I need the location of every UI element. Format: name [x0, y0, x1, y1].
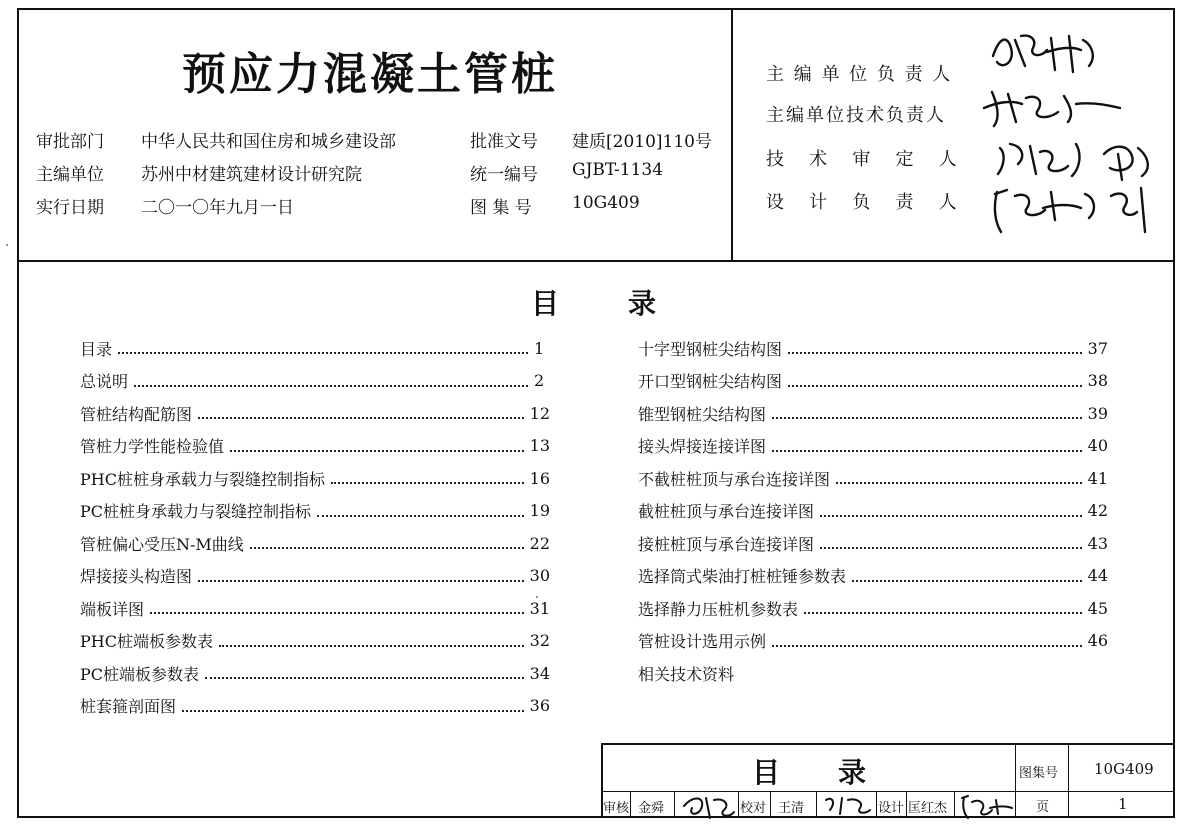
titleblock-col-line-2: [1068, 743, 1069, 818]
toc-leader-dots: [250, 547, 524, 549]
toc-entry-page: 46: [1087, 631, 1108, 650]
toc-entry-label: 接桩桩顶与承台连接详图: [638, 534, 815, 554]
tb-sep: [674, 791, 675, 818]
toc-entry: [638, 402, 1108, 424]
toc-entry: [80, 565, 550, 587]
toc-leader-dots: [836, 482, 1082, 484]
toc-entry-page: 38: [1087, 371, 1108, 390]
approval-number-label: 批准文号: [470, 132, 538, 152]
toc-entry-page: 40: [1087, 436, 1108, 455]
chief-editor-value: 苏州中材建筑建材设计研究院: [141, 165, 362, 185]
toc-entry-label: 端板详图: [80, 599, 145, 619]
toc-heading-right: 录: [628, 287, 657, 320]
toc-entry-label: 截桩桩顶与承台连接详图: [638, 502, 815, 521]
toc-entry-page: 32: [529, 631, 550, 650]
toc-leader-dots: [205, 677, 524, 679]
toc-entry-label: 十字型钢桩尖结构图: [638, 339, 783, 359]
toc-entry-label: 锥型钢桩尖结构图: [638, 404, 767, 424]
toc-leader-dots: [772, 645, 1082, 647]
toc-entry: [80, 630, 550, 652]
toc-entry-label: 开口型钢桩尖结构图: [638, 372, 783, 391]
toc-entry-page: 1: [534, 338, 545, 358]
toc-leader-dots: [852, 580, 1082, 582]
toc-entry-label: 管桩偏心受压N-M曲线: [80, 534, 244, 554]
review-signature: [680, 790, 736, 820]
toc-entry: [80, 662, 550, 684]
toc-leader-dots: [772, 417, 1082, 419]
toc-entry-label: 管桩设计选用示例: [638, 632, 767, 651]
toc-entry-page: 42: [1087, 501, 1108, 520]
toc-entry-page: 36: [529, 696, 550, 715]
approval-number-value: 建质[2010]110号: [572, 132, 712, 152]
toc-leader-dots: [820, 515, 1082, 517]
toc-entry-label: 相关技术资料: [638, 664, 735, 684]
toc-leader-dots: [788, 385, 1082, 387]
toc-entry: [80, 695, 550, 717]
toc-entry: [80, 370, 550, 392]
toc-entry-page: 16: [529, 468, 550, 488]
page-cell-value: 1: [1118, 795, 1128, 813]
toc-leader-dots: [820, 547, 1082, 549]
atlas-title: 预应力混凝土管桩: [182, 49, 558, 100]
resp-chief-unit: 主 编 单 位 负 责 人: [766, 64, 953, 85]
atlas-number-cell-label: 图集号: [1019, 766, 1059, 781]
toc-entry-page: 12: [529, 403, 550, 423]
resp-chief-tech: 主编单位技术负责人: [766, 105, 946, 126]
toc-entry-label: PHC桩桩身承载力与裂缝控制指标: [80, 469, 325, 489]
toc-entry-page: 31: [529, 598, 550, 618]
toc-entry-page: 22: [529, 533, 550, 553]
toc-entry: [638, 435, 1108, 457]
titleblock-title-right: 录: [838, 756, 867, 789]
titleblock-top-line: [601, 743, 1175, 745]
resp-tech-review: 技 术 审 定 人: [766, 149, 959, 170]
approval-dept-value: 中华人民共和国住房和城乡建设部: [141, 132, 396, 152]
signature-chief-tech: [978, 82, 1128, 132]
chief-editor-label: 主编单位: [36, 165, 104, 185]
toc-entry-label: 焊接接头构造图: [80, 567, 193, 586]
toc-entry: [638, 630, 1108, 652]
toc-entry-label: 目录: [80, 339, 113, 359]
toc-entry-label: 桩套箍剖面图: [80, 697, 177, 716]
toc-leader-dots: [182, 710, 524, 712]
unified-number-label: 统一编号: [470, 165, 538, 185]
design-label: 设计: [878, 801, 905, 816]
toc-entry-label: PC桩桩身承载力与裂缝控制指标: [80, 502, 312, 521]
toc-entry: [80, 467, 550, 489]
toc-entry: [80, 435, 550, 457]
toc-leader-dots: [230, 450, 524, 452]
toc-entry-label: 管桩力学性能检验值: [80, 437, 225, 456]
toc-entry-label: 选择静力压桩机参数表: [638, 599, 799, 619]
design-signature: [958, 790, 1014, 820]
tb-sep: [816, 791, 817, 818]
toc-entry: [638, 467, 1108, 489]
toc-entry-page: 45: [1087, 598, 1108, 618]
toc-entry: [80, 597, 550, 619]
toc-leader-dots: [198, 417, 524, 419]
toc-entry: [638, 500, 1108, 522]
check-label: 校对: [740, 801, 767, 816]
tb-sep: [876, 791, 877, 818]
titleblock-title-left: 目: [752, 756, 781, 789]
unified-number-value: GJBT-1134: [572, 160, 664, 180]
approval-dept-label: 审批部门: [36, 132, 104, 152]
effective-date-label: 实行日期: [36, 198, 104, 218]
tb-sep: [738, 791, 739, 818]
toc-entry-label: PC桩端板参数表: [80, 664, 200, 684]
signature-design: [985, 174, 1165, 236]
toc-entry: [638, 662, 1108, 684]
effective-date-value: 二〇一〇年九月一日: [141, 198, 294, 218]
toc-entry: [80, 532, 550, 554]
resp-design: 设 计 负 责 人: [766, 192, 959, 213]
toc-entry-label: 总说明: [80, 372, 129, 391]
toc-entry-page: 37: [1087, 338, 1108, 358]
toc-entry-label: 管桩结构配筋图: [80, 404, 193, 424]
toc-entry: [638, 597, 1108, 619]
toc-entry: [80, 402, 550, 424]
check-name: 王清: [778, 801, 805, 816]
toc-leader-dots: [331, 482, 524, 484]
toc-entry: [80, 337, 550, 359]
tb-sep: [954, 791, 955, 818]
toc-entry: [80, 500, 550, 522]
toc-entry-page: 34: [529, 663, 550, 683]
design-name: 匡红杰: [908, 801, 948, 816]
toc-leader-dots: [134, 385, 528, 387]
page-cell-label: 页: [1036, 800, 1050, 815]
toc-entry: [638, 337, 1108, 359]
tb-sep: [906, 791, 907, 818]
review-name: 金舜: [638, 801, 665, 816]
toc-entry: [638, 532, 1108, 554]
toc-leader-dots: [150, 612, 524, 614]
toc-entry-page: 30: [529, 566, 550, 585]
toc-leader-dots: [804, 612, 1082, 614]
review-label: 审核: [603, 801, 630, 816]
toc-entry-label: 接头焊接连接详图: [638, 437, 767, 456]
toc-entry-page: 41: [1087, 468, 1108, 488]
toc-entry-page: 44: [1087, 566, 1108, 585]
atlas-number-cell-value: 10G409: [1094, 760, 1154, 778]
toc-leader-dots: [788, 352, 1082, 354]
scan-speck: [536, 596, 538, 598]
titleblock-col-line-1: [1015, 743, 1016, 818]
header-bottom-line: [17, 260, 1175, 262]
toc-entry: [638, 565, 1108, 587]
toc-leader-dots: [198, 580, 524, 582]
toc-entry-label: 不截桩桩顶与承台连接详图: [638, 469, 831, 489]
tb-sep: [630, 791, 631, 818]
toc-entry-page: 2: [534, 371, 545, 390]
toc-entry-page: 43: [1087, 533, 1108, 553]
atlas-number-label: 图 集 号: [470, 198, 532, 218]
atlas-number-value: 10G409: [572, 193, 640, 213]
toc-leader-dots: [118, 352, 528, 354]
toc-entry-label: 选择筒式柴油打桩桩锤参数表: [638, 567, 847, 586]
toc-entry-page: 39: [1087, 403, 1108, 423]
check-signature: [820, 792, 874, 818]
toc-leader-dots: [772, 450, 1082, 452]
toc-entry-page: 19: [529, 501, 550, 520]
toc-entry: [638, 370, 1108, 392]
tb-sep: [770, 791, 771, 818]
toc-leader-dots: [219, 645, 524, 647]
toc-entry-label: PHC桩端板参数表: [80, 632, 213, 651]
scan-speck: [6, 244, 8, 246]
toc-entry-page: 13: [529, 436, 550, 455]
signature-chief-unit: [985, 26, 1115, 78]
toc-heading-left: 目: [531, 287, 560, 320]
toc-leader-dots: [317, 515, 524, 517]
